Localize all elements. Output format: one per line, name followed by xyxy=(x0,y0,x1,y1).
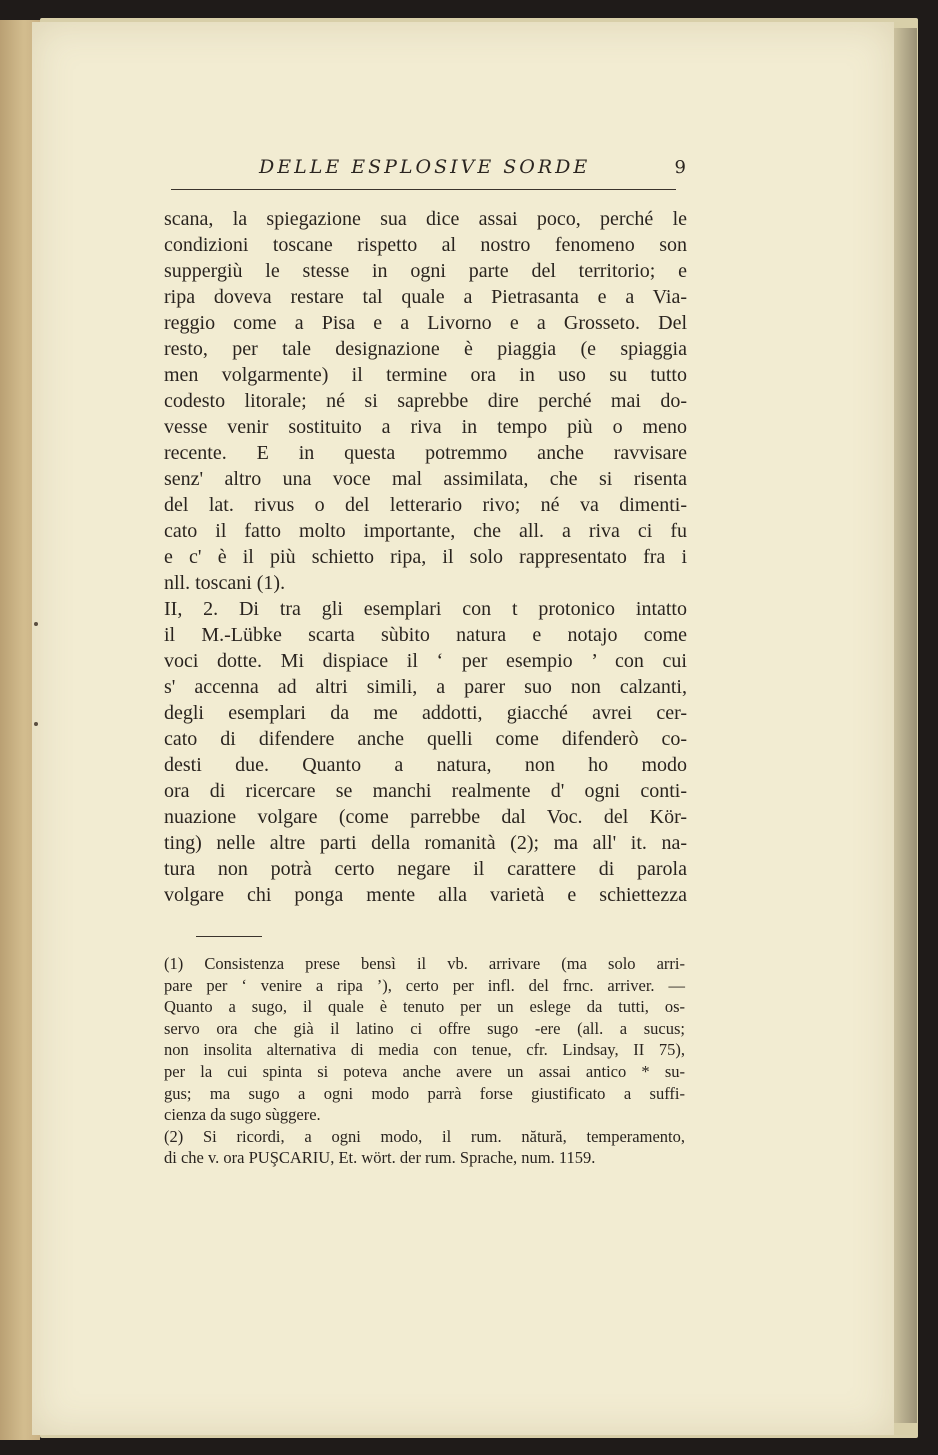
body-line: degli esemplari da me addotti, giacché avrei cer- xyxy=(164,702,687,724)
running-head: DELLE ESPLOSIVE SORDE xyxy=(259,156,591,178)
body-line: nuazione volgare (come parrebbe dal Voc. del Kör- xyxy=(164,806,687,828)
body-line: e c' è il più schietto ripa, il solo rappresentato fra i xyxy=(164,546,687,568)
body-line: volgare chi ponga mente alla varietà e schiettezza xyxy=(164,884,687,906)
footnote-line: pare per ‘ venire a ripa ’), certo per infl. del frnc. arriver. — xyxy=(164,975,685,995)
body-line: ripa doveva restare tal quale a Pietrasanta e a Via- xyxy=(164,286,687,308)
body-line: senz' altro una voce mal assimilata, che si risenta xyxy=(164,468,687,490)
body-line: del lat. rivus o del letterario rivo; né va dimenti- xyxy=(164,494,687,516)
body-line: scana, la spiegazione sua dice assai poco, perché le xyxy=(164,208,687,230)
footnote-line: di che v. ora PUŞCARIU, Et. wört. der rum. Sprache, num. 1159. xyxy=(164,1148,596,1168)
body-line: cato di difendere anche quelli come difenderò co- xyxy=(164,728,687,750)
body-line: tura non potrà certo negare il carattere di parola xyxy=(164,858,687,880)
footnote-line: servo ora che già il latino ci offre sugo -ere (all. a sucus; xyxy=(164,1018,685,1038)
footnote-line: (1) Consistenza prese bensì il vb. arrivare (ma solo arri- xyxy=(164,954,685,973)
body-line: ting) nelle altre parti della romanità (2); ma all' it. na- xyxy=(164,832,687,854)
footnote-line: Quanto a sugo, il quale è tenuto per un eslege da tutti, os- xyxy=(164,997,685,1017)
body-line: nll. toscani (1). xyxy=(164,572,286,594)
footnote-line: non insolita alternativa di media con tenue, cfr. Lindsay, II 75), xyxy=(164,1040,685,1060)
footnote-line: cienza da sugo sùggere. xyxy=(164,1105,321,1125)
footnote-line: (2) Si ricordi, a ogni modo, il rum. nătură, temperamento, xyxy=(164,1126,685,1146)
body-line: voci dotte. Mi dispiace il ‘ per esempio ’ con cui xyxy=(164,650,687,672)
footnote-rule xyxy=(196,936,262,937)
page-stack-edge xyxy=(893,28,917,1423)
binding-mark xyxy=(34,722,38,726)
body-line: recente. E in questa potremmo anche ravvisare xyxy=(164,442,687,464)
footnote-line: gus; ma sugo a ogni modo parrà forse giustificato a suffi- xyxy=(164,1083,685,1103)
body-line: desti due. Quanto a natura, non ho modo xyxy=(164,754,687,776)
body-line: II, 2. Di tra gli esemplari con t protonico intatto xyxy=(164,598,687,620)
page-header xyxy=(171,156,686,192)
body-line: vesse venir sostituito a riva in tempo più o meno xyxy=(164,416,687,438)
body-line: men volgarmente) il termine ora in uso su tutto xyxy=(164,364,687,386)
body-line: cato il fatto molto importante, che all. a riva ci fu xyxy=(164,520,687,542)
header-rule xyxy=(171,189,676,190)
body-line: ora di ricercare se manchi realmente d' ogni conti- xyxy=(164,780,687,802)
page-number: 9 xyxy=(674,157,686,178)
body-line: reggio come a Pisa e a Livorno e a Grosseto. Del xyxy=(164,312,687,334)
footnotes xyxy=(164,953,685,1169)
footnote-line: per la cui spinta si poteva anche avere un assai antico * su- xyxy=(164,1061,685,1081)
binding-mark xyxy=(34,622,38,626)
body-line: suppergiù le stesse in ogni parte del territorio; e xyxy=(164,260,687,282)
body-line: condizioni toscane rispetto al nostro fenomeno son xyxy=(164,234,687,256)
body-line: codesto litorale; né si saprebbe dire perché mai do- xyxy=(164,390,687,412)
body-text xyxy=(164,206,687,908)
body-line: resto, per tale designazione è piaggia (e spiaggia xyxy=(164,338,687,360)
body-line: il M.-Lübke scarta sùbito natura e notajo come xyxy=(164,624,687,646)
body-line: s' accenna ad altri simili, a parer suo non calzanti, xyxy=(164,676,687,698)
